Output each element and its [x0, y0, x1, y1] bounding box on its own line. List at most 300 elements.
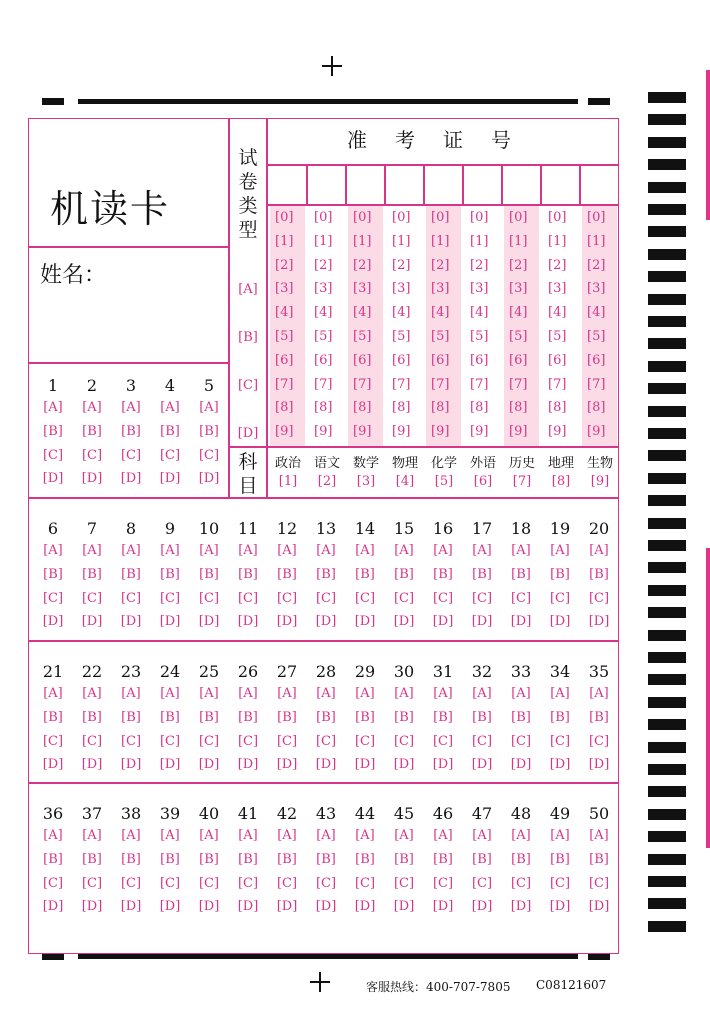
answer-bubble[interactable]: [A] [199, 828, 219, 843]
answer-bubble[interactable]: [D] [120, 471, 142, 487]
answer-bubble[interactable]: [A] [472, 828, 492, 843]
answer-bubble[interactable]: [A] [550, 686, 570, 701]
answer-bubble[interactable]: [D] [159, 757, 181, 773]
answer-bubble[interactable]: [D] [42, 899, 64, 915]
answer-bubble[interactable]: [C] [198, 875, 220, 891]
answer-bubble[interactable]: [D] [81, 614, 103, 630]
exam-id-digit-bubble[interactable]: [8] [587, 400, 606, 416]
exam-id-digit-bubble[interactable]: [9] [353, 424, 372, 440]
exam-id-digit-bubble[interactable]: [6] [587, 352, 606, 368]
answer-bubble[interactable]: [C] [549, 590, 571, 606]
subject-code-bubble[interactable]: [3] [356, 474, 376, 489]
answer-bubble[interactable]: [B] [238, 709, 258, 725]
answer-bubble[interactable]: [C] [237, 875, 259, 891]
exam-id-digit-bubble[interactable]: [2] [314, 257, 333, 273]
answer-bubble[interactable]: [C] [354, 875, 376, 891]
exam-id-digit-bubble[interactable]: [6] [353, 352, 372, 368]
answer-bubble[interactable]: [C] [276, 875, 298, 891]
answer-bubble[interactable]: [B] [121, 423, 141, 439]
subject-code-bubble[interactable]: [2] [317, 474, 337, 489]
exam-id-digit-bubble[interactable]: [9] [470, 424, 489, 440]
answer-bubble[interactable]: [D] [432, 614, 454, 630]
answer-bubble[interactable]: [B] [511, 851, 531, 867]
answer-bubble[interactable]: [D] [276, 614, 298, 630]
answer-bubble[interactable]: [B] [472, 566, 492, 582]
exam-id-digit-bubble[interactable]: [5] [314, 329, 333, 344]
answer-bubble[interactable]: [A] [511, 828, 531, 843]
answer-bubble[interactable]: [A] [550, 828, 570, 843]
exam-id-digit-bubble[interactable]: [1] [392, 233, 411, 249]
answer-bubble[interactable]: [B] [43, 851, 63, 867]
answer-bubble[interactable]: [D] [120, 899, 142, 915]
exam-id-digit-bubble[interactable]: [4] [314, 305, 333, 321]
answer-bubble[interactable]: [A] [316, 828, 336, 843]
answer-bubble[interactable]: [A] [511, 686, 531, 701]
answer-bubble[interactable]: [C] [42, 590, 64, 606]
answer-bubble[interactable]: [B] [589, 566, 609, 582]
answer-bubble[interactable]: [B] [316, 566, 336, 582]
answer-bubble[interactable]: [B] [355, 851, 375, 867]
paper-type-option-bubble[interactable]: [A] [238, 282, 258, 297]
exam-id-digit-bubble[interactable]: [0] [353, 210, 372, 225]
exam-id-digit-bubble[interactable]: [8] [353, 400, 372, 416]
answer-bubble[interactable]: [C] [81, 447, 103, 463]
exam-id-digit-bubble[interactable]: [0] [431, 210, 450, 225]
answer-bubble[interactable]: [B] [511, 709, 531, 725]
answer-bubble[interactable]: [C] [159, 875, 181, 891]
answer-bubble[interactable]: [A] [472, 543, 492, 558]
answer-bubble[interactable]: [D] [120, 614, 142, 630]
answer-bubble[interactable]: [C] [432, 875, 454, 891]
answer-bubble[interactable]: [A] [199, 400, 219, 415]
exam-id-digit-bubble[interactable]: [3] [392, 281, 411, 297]
exam-id-digit-bubble[interactable]: [9] [314, 424, 333, 440]
answer-bubble[interactable]: [C] [276, 733, 298, 749]
answer-bubble[interactable]: [C] [354, 733, 376, 749]
answer-bubble[interactable]: [B] [316, 709, 336, 725]
answer-bubble[interactable]: [B] [394, 566, 414, 582]
answer-bubble[interactable]: [A] [43, 828, 63, 843]
subject-code-bubble[interactable]: [7] [512, 474, 532, 489]
answer-bubble[interactable]: [C] [588, 733, 610, 749]
answer-bubble[interactable]: [A] [589, 543, 609, 558]
answer-bubble[interactable]: [C] [588, 875, 610, 891]
answer-bubble[interactable]: [B] [121, 709, 141, 725]
answer-bubble[interactable]: [D] [237, 614, 259, 630]
exam-id-digit-bubble[interactable]: [2] [431, 257, 450, 273]
answer-bubble[interactable]: [B] [43, 709, 63, 725]
answer-bubble[interactable]: [A] [277, 543, 297, 558]
answer-bubble[interactable]: [B] [355, 709, 375, 725]
answer-bubble[interactable]: [A] [82, 686, 102, 701]
answer-bubble[interactable]: [D] [276, 757, 298, 773]
exam-id-digit-bubble[interactable]: [2] [392, 257, 411, 273]
answer-bubble[interactable]: [B] [238, 566, 258, 582]
exam-id-digit-bubble[interactable]: [6] [548, 352, 567, 368]
exam-id-digit-bubble[interactable]: [8] [275, 400, 294, 416]
answer-bubble[interactable]: [B] [199, 423, 219, 439]
answer-bubble[interactable]: [B] [121, 566, 141, 582]
answer-bubble[interactable]: [A] [121, 828, 141, 843]
answer-bubble[interactable]: [B] [394, 709, 414, 725]
answer-bubble[interactable]: [B] [82, 851, 102, 867]
exam-id-digit-bubble[interactable]: [7] [392, 376, 411, 392]
answer-bubble[interactable]: [B] [277, 709, 297, 725]
answer-bubble[interactable]: [D] [588, 614, 610, 630]
exam-id-digit-bubble[interactable]: [0] [587, 210, 606, 225]
answer-bubble[interactable]: [C] [315, 733, 337, 749]
answer-bubble[interactable]: [D] [237, 757, 259, 773]
exam-id-digit-bubble[interactable]: [7] [548, 376, 567, 392]
answer-bubble[interactable]: [D] [471, 757, 493, 773]
answer-bubble[interactable]: [A] [316, 543, 336, 558]
answer-bubble[interactable]: [A] [238, 543, 258, 558]
exam-id-digit-bubble[interactable]: [3] [275, 281, 294, 297]
answer-bubble[interactable]: [D] [393, 899, 415, 915]
answer-bubble[interactable]: [A] [316, 686, 336, 701]
exam-id-digit-bubble[interactable]: [2] [509, 257, 528, 273]
answer-bubble[interactable]: [B] [199, 709, 219, 725]
answer-bubble[interactable]: [A] [199, 543, 219, 558]
answer-bubble[interactable]: [C] [315, 875, 337, 891]
exam-id-digit-bubble[interactable]: [8] [314, 400, 333, 416]
exam-id-digit-bubble[interactable]: [5] [470, 329, 489, 344]
answer-bubble[interactable]: [B] [121, 851, 141, 867]
answer-bubble[interactable]: [A] [160, 828, 180, 843]
subject-code-bubble[interactable]: [1] [278, 474, 298, 489]
subject-code-bubble[interactable]: [5] [434, 474, 454, 489]
exam-id-digit-bubble[interactable]: [2] [548, 257, 567, 273]
exam-id-digit-bubble[interactable]: [7] [509, 376, 528, 392]
answer-bubble[interactable]: [C] [120, 447, 142, 463]
answer-bubble[interactable]: [B] [472, 851, 492, 867]
answer-bubble[interactable]: [B] [82, 566, 102, 582]
answer-bubble[interactable]: [D] [159, 899, 181, 915]
exam-id-digit-bubble[interactable]: [1] [509, 233, 528, 249]
answer-bubble[interactable]: [B] [511, 566, 531, 582]
answer-bubble[interactable]: [B] [82, 423, 102, 439]
answer-bubble[interactable]: [D] [276, 899, 298, 915]
answer-bubble[interactable]: [B] [433, 566, 453, 582]
answer-bubble[interactable]: [C] [42, 875, 64, 891]
exam-id-digit-bubble[interactable]: [6] [470, 352, 489, 368]
answer-bubble[interactable]: [D] [42, 614, 64, 630]
exam-id-digit-bubble[interactable]: [0] [470, 210, 489, 225]
answer-bubble[interactable]: [D] [81, 471, 103, 487]
answer-bubble[interactable]: [A] [160, 686, 180, 701]
answer-bubble[interactable]: [A] [43, 686, 63, 701]
answer-bubble[interactable]: [D] [393, 757, 415, 773]
answer-bubble[interactable]: [A] [43, 400, 63, 415]
answer-bubble[interactable]: [B] [433, 851, 453, 867]
exam-id-digit-bubble[interactable]: [4] [275, 305, 294, 321]
answer-bubble[interactable]: [D] [393, 614, 415, 630]
answer-bubble[interactable]: [C] [237, 733, 259, 749]
answer-bubble[interactable]: [D] [510, 614, 532, 630]
answer-bubble[interactable]: [C] [198, 447, 220, 463]
answer-bubble[interactable]: [A] [511, 543, 531, 558]
answer-bubble[interactable]: [B] [433, 709, 453, 725]
answer-bubble[interactable]: [B] [43, 423, 63, 439]
answer-bubble[interactable]: [B] [472, 709, 492, 725]
answer-bubble[interactable]: [D] [198, 471, 220, 487]
answer-bubble[interactable]: [A] [82, 828, 102, 843]
exam-id-digit-bubble[interactable]: [9] [548, 424, 567, 440]
answer-bubble[interactable]: [D] [432, 757, 454, 773]
exam-id-digit-bubble[interactable]: [8] [392, 400, 411, 416]
answer-bubble[interactable]: [D] [510, 899, 532, 915]
answer-bubble[interactable]: [A] [394, 828, 414, 843]
exam-id-digit-bubble[interactable]: [8] [431, 400, 450, 416]
answer-bubble[interactable]: [D] [510, 757, 532, 773]
exam-id-digit-bubble[interactable]: [1] [431, 233, 450, 249]
exam-id-digit-bubble[interactable]: [3] [353, 281, 372, 297]
exam-id-digit-bubble[interactable]: [1] [353, 233, 372, 249]
exam-id-digit-bubble[interactable]: [6] [392, 352, 411, 368]
paper-type-option-bubble[interactable]: [B] [238, 330, 258, 345]
answer-bubble[interactable]: [A] [433, 543, 453, 558]
exam-id-digit-bubble[interactable]: [5] [548, 329, 567, 344]
exam-id-digit-bubble[interactable]: [3] [509, 281, 528, 297]
answer-bubble[interactable]: [C] [198, 733, 220, 749]
exam-id-digit-bubble[interactable]: [2] [275, 257, 294, 273]
answer-bubble[interactable]: [C] [81, 590, 103, 606]
answer-bubble[interactable]: [D] [198, 899, 220, 915]
answer-bubble[interactable]: [A] [43, 543, 63, 558]
exam-id-digit-bubble[interactable]: [0] [392, 210, 411, 225]
answer-bubble[interactable]: [D] [588, 899, 610, 915]
exam-id-digit-bubble[interactable]: [2] [353, 257, 372, 273]
answer-bubble[interactable]: [D] [198, 757, 220, 773]
exam-id-digit-bubble[interactable]: [7] [353, 376, 372, 392]
answer-bubble[interactable]: [A] [355, 686, 375, 701]
answer-bubble[interactable]: [A] [277, 686, 297, 701]
answer-bubble[interactable]: [B] [238, 851, 258, 867]
answer-bubble[interactable]: [A] [121, 400, 141, 415]
answer-bubble[interactable]: [B] [199, 566, 219, 582]
answer-bubble[interactable]: [D] [549, 614, 571, 630]
answer-bubble[interactable]: [D] [315, 899, 337, 915]
answer-bubble[interactable]: [D] [120, 757, 142, 773]
answer-bubble[interactable]: [A] [433, 686, 453, 701]
answer-bubble[interactable]: [C] [42, 733, 64, 749]
answer-bubble[interactable]: [C] [159, 590, 181, 606]
answer-bubble[interactable]: [D] [42, 757, 64, 773]
subject-code-bubble[interactable]: [4] [395, 474, 415, 489]
subject-code-bubble[interactable]: [6] [473, 474, 493, 489]
answer-bubble[interactable]: [A] [472, 686, 492, 701]
subject-code-bubble[interactable]: [9] [590, 474, 610, 489]
answer-bubble[interactable]: [C] [510, 733, 532, 749]
exam-id-digit-bubble[interactable]: [0] [548, 210, 567, 225]
answer-bubble[interactable]: [C] [393, 875, 415, 891]
exam-id-digit-bubble[interactable]: [5] [392, 329, 411, 344]
answer-bubble[interactable]: [C] [510, 590, 532, 606]
answer-bubble[interactable]: [D] [354, 614, 376, 630]
exam-id-digit-bubble[interactable]: [5] [587, 329, 606, 344]
answer-bubble[interactable]: [A] [589, 828, 609, 843]
answer-bubble[interactable]: [C] [393, 733, 415, 749]
answer-bubble[interactable]: [D] [549, 899, 571, 915]
exam-id-digit-bubble[interactable]: [7] [314, 376, 333, 392]
exam-id-digit-bubble[interactable]: [7] [431, 376, 450, 392]
exam-id-digit-bubble[interactable]: [9] [392, 424, 411, 440]
exam-id-digit-bubble[interactable]: [3] [470, 281, 489, 297]
answer-bubble[interactable]: [C] [159, 447, 181, 463]
exam-id-digit-bubble[interactable]: [3] [548, 281, 567, 297]
answer-bubble[interactable]: [A] [160, 400, 180, 415]
exam-id-digit-bubble[interactable]: [1] [275, 233, 294, 249]
exam-id-digit-bubble[interactable]: [2] [470, 257, 489, 273]
answer-bubble[interactable]: [D] [198, 614, 220, 630]
answer-bubble[interactable]: [C] [471, 875, 493, 891]
exam-id-digit-bubble[interactable]: [8] [470, 400, 489, 416]
answer-bubble[interactable]: [B] [82, 709, 102, 725]
exam-id-digit-bubble[interactable]: [8] [548, 400, 567, 416]
answer-bubble[interactable]: [A] [121, 686, 141, 701]
answer-bubble[interactable]: [C] [120, 875, 142, 891]
answer-bubble[interactable]: [A] [238, 686, 258, 701]
answer-bubble[interactable]: [B] [160, 709, 180, 725]
answer-bubble[interactable]: [D] [42, 471, 64, 487]
exam-id-digit-bubble[interactable]: [4] [548, 305, 567, 321]
exam-id-digit-bubble[interactable]: [4] [470, 305, 489, 321]
answer-bubble[interactable]: [A] [433, 828, 453, 843]
exam-id-digit-bubble[interactable]: [3] [587, 281, 606, 297]
exam-id-digit-bubble[interactable]: [1] [470, 233, 489, 249]
exam-id-digit-bubble[interactable]: [7] [587, 376, 606, 392]
answer-bubble[interactable]: [B] [199, 851, 219, 867]
answer-bubble[interactable]: [D] [588, 757, 610, 773]
answer-bubble[interactable]: [C] [510, 875, 532, 891]
subject-code-bubble[interactable]: [8] [551, 474, 571, 489]
answer-bubble[interactable]: [D] [315, 757, 337, 773]
answer-bubble[interactable]: [D] [471, 899, 493, 915]
answer-bubble[interactable]: [C] [432, 733, 454, 749]
answer-bubble[interactable]: [D] [549, 757, 571, 773]
answer-bubble[interactable]: [C] [471, 590, 493, 606]
answer-bubble[interactable]: [C] [81, 733, 103, 749]
answer-bubble[interactable]: [B] [550, 566, 570, 582]
exam-id-digit-bubble[interactable]: [3] [314, 281, 333, 297]
exam-id-digit-bubble[interactable]: [6] [509, 352, 528, 368]
answer-bubble[interactable]: [C] [42, 447, 64, 463]
exam-id-digit-bubble[interactable]: [2] [587, 257, 606, 273]
exam-id-digit-bubble[interactable]: [9] [275, 424, 294, 440]
exam-id-digit-bubble[interactable]: [7] [275, 376, 294, 392]
answer-bubble[interactable]: [B] [277, 566, 297, 582]
answer-bubble[interactable]: [C] [354, 590, 376, 606]
answer-bubble[interactable]: [D] [159, 471, 181, 487]
exam-id-digit-bubble[interactable]: [4] [509, 305, 528, 321]
answer-bubble[interactable]: [B] [589, 709, 609, 725]
answer-bubble[interactable]: [D] [81, 757, 103, 773]
exam-id-digit-bubble[interactable]: [0] [509, 210, 528, 225]
answer-bubble[interactable]: [A] [82, 400, 102, 415]
answer-bubble[interactable]: [D] [354, 757, 376, 773]
answer-bubble[interactable]: [D] [237, 899, 259, 915]
exam-id-digit-bubble[interactable]: [6] [275, 352, 294, 368]
answer-bubble[interactable]: [B] [550, 851, 570, 867]
answer-bubble[interactable]: [D] [81, 899, 103, 915]
exam-id-digit-bubble[interactable]: [9] [587, 424, 606, 440]
answer-bubble[interactable]: [C] [120, 590, 142, 606]
answer-bubble[interactable]: [B] [277, 851, 297, 867]
exam-id-digit-bubble[interactable]: [5] [353, 329, 372, 344]
answer-bubble[interactable]: [D] [471, 614, 493, 630]
exam-id-digit-bubble[interactable]: [6] [314, 352, 333, 368]
answer-bubble[interactable]: [C] [471, 733, 493, 749]
answer-bubble[interactable]: [C] [120, 733, 142, 749]
answer-bubble[interactable]: [A] [121, 543, 141, 558]
answer-bubble[interactable]: [C] [276, 590, 298, 606]
answer-bubble[interactable]: [A] [355, 543, 375, 558]
answer-bubble[interactable]: [D] [432, 899, 454, 915]
answer-bubble[interactable]: [C] [81, 875, 103, 891]
answer-bubble[interactable]: [A] [82, 543, 102, 558]
exam-id-digit-bubble[interactable]: [0] [275, 210, 294, 225]
answer-bubble[interactable]: [B] [160, 566, 180, 582]
exam-id-digit-bubble[interactable]: [4] [392, 305, 411, 321]
answer-bubble[interactable]: [C] [588, 590, 610, 606]
answer-bubble[interactable]: [C] [549, 733, 571, 749]
exam-id-digit-bubble[interactable]: [4] [353, 305, 372, 321]
answer-bubble[interactable]: [A] [355, 828, 375, 843]
answer-bubble[interactable]: [A] [199, 686, 219, 701]
answer-bubble[interactable]: [C] [315, 590, 337, 606]
exam-id-digit-bubble[interactable]: [9] [509, 424, 528, 440]
answer-bubble[interactable]: [B] [160, 423, 180, 439]
answer-bubble[interactable]: [C] [198, 590, 220, 606]
exam-id-digit-bubble[interactable]: [9] [431, 424, 450, 440]
exam-id-digit-bubble[interactable]: [5] [275, 329, 294, 344]
answer-bubble[interactable]: [D] [354, 899, 376, 915]
exam-id-digit-bubble[interactable]: [1] [548, 233, 567, 249]
answer-bubble[interactable]: [C] [432, 590, 454, 606]
answer-bubble[interactable]: [B] [316, 851, 336, 867]
answer-bubble[interactable]: [A] [550, 543, 570, 558]
exam-id-digit-bubble[interactable]: [7] [470, 376, 489, 392]
exam-id-digit-bubble[interactable]: [6] [431, 352, 450, 368]
answer-bubble[interactable]: [A] [277, 828, 297, 843]
exam-id-digit-bubble[interactable]: [1] [587, 233, 606, 249]
answer-bubble[interactable]: [B] [550, 709, 570, 725]
paper-type-option-bubble[interactable]: [C] [237, 378, 259, 393]
answer-bubble[interactable]: [D] [159, 614, 181, 630]
answer-bubble[interactable]: [B] [355, 566, 375, 582]
answer-bubble[interactable]: [B] [43, 566, 63, 582]
exam-id-digit-bubble[interactable]: [4] [431, 305, 450, 321]
exam-id-digit-bubble[interactable]: [1] [314, 233, 333, 249]
answer-bubble[interactable]: [C] [237, 590, 259, 606]
exam-id-digit-bubble[interactable]: [0] [314, 210, 333, 225]
answer-bubble[interactable]: [B] [589, 851, 609, 867]
exam-id-digit-bubble[interactable]: [5] [431, 329, 450, 344]
answer-bubble[interactable]: [A] [394, 543, 414, 558]
answer-bubble[interactable]: [B] [160, 851, 180, 867]
answer-bubble[interactable]: [B] [394, 851, 414, 867]
exam-id-digit-bubble[interactable]: [4] [587, 305, 606, 321]
answer-bubble[interactable]: [C] [159, 733, 181, 749]
answer-bubble[interactable]: [A] [238, 828, 258, 843]
answer-bubble[interactable]: [D] [315, 614, 337, 630]
answer-bubble[interactable]: [A] [394, 686, 414, 701]
exam-id-digit-bubble[interactable]: [3] [431, 281, 450, 297]
paper-type-option-bubble[interactable]: [D] [237, 426, 259, 441]
answer-bubble[interactable]: [C] [549, 875, 571, 891]
answer-bubble[interactable]: [A] [160, 543, 180, 558]
exam-id-digit-bubble[interactable]: [8] [509, 400, 528, 416]
